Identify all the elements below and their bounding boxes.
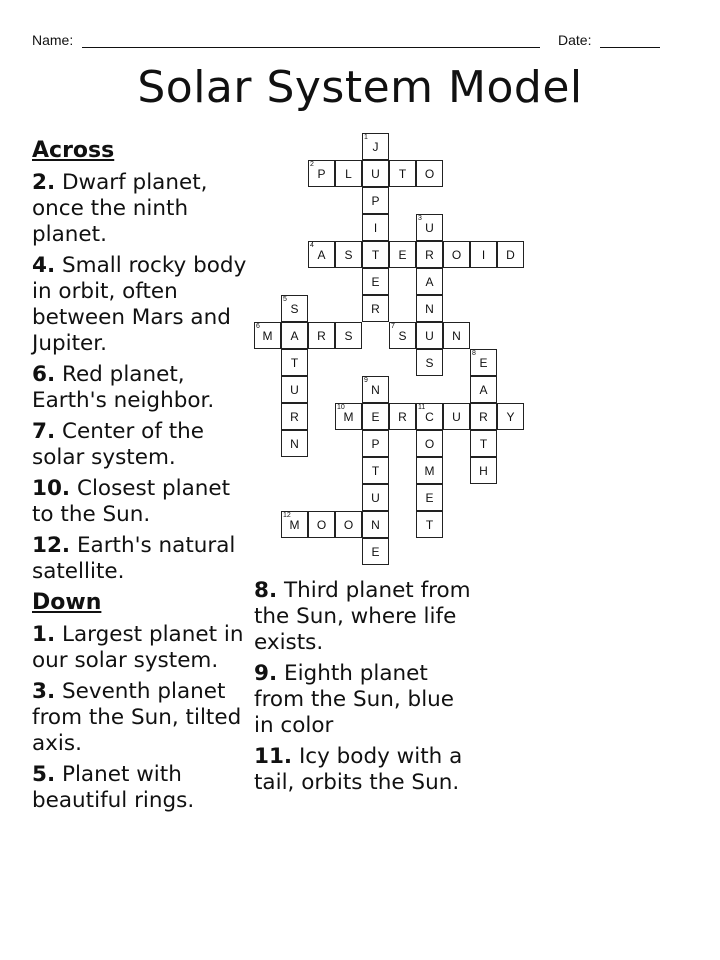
crossword-cell[interactable] — [497, 241, 524, 268]
clue-number: 4. — [32, 253, 56, 278]
clue-number: 8. — [254, 578, 278, 603]
cell-letter: O — [424, 436, 435, 451]
crossword-cell[interactable] — [281, 322, 308, 349]
crossword-cell[interactable] — [362, 268, 389, 295]
cell-letter: U — [425, 328, 434, 343]
crossword-cell[interactable] — [416, 214, 443, 241]
crossword-cell[interactable] — [416, 511, 443, 538]
crossword-cell[interactable] — [308, 241, 335, 268]
clue-text: Earth's natural satellite. — [32, 533, 236, 584]
cell-letter: R — [290, 409, 299, 424]
crossword-cell[interactable] — [254, 322, 281, 349]
crossword-cell[interactable] — [362, 241, 389, 268]
cell-letter: E — [398, 247, 407, 262]
cell-letter: E — [479, 355, 488, 370]
clue-number: 11. — [254, 744, 293, 769]
cell-letter: I — [373, 220, 378, 235]
clue-number: 3. — [32, 679, 56, 704]
crossword-cell[interactable] — [362, 187, 389, 214]
cell-number: 6 — [256, 323, 260, 330]
across-clue — [32, 170, 250, 248]
cell-letter: E — [371, 274, 380, 289]
cell-letter: Y — [506, 409, 515, 424]
clue-number: 1. — [32, 622, 56, 647]
crossword-cell[interactable] — [308, 160, 335, 187]
cell-number: 1 — [364, 134, 368, 141]
across-clue — [32, 419, 250, 471]
crossword-cell[interactable] — [281, 295, 308, 322]
cell-number: 4 — [310, 242, 314, 249]
cell-letter: M — [424, 463, 435, 478]
crossword-cell[interactable] — [443, 322, 470, 349]
crossword-cell[interactable] — [443, 403, 470, 430]
crossword-cell[interactable] — [416, 295, 443, 322]
crossword-cell[interactable] — [335, 403, 362, 430]
down-clue — [254, 578, 474, 656]
cell-letter: N — [371, 517, 380, 532]
clue-text: Center of the solar system. — [32, 419, 205, 470]
cell-number: 3 — [418, 215, 422, 222]
crossword-cell[interactable] — [416, 349, 443, 376]
crossword-cell[interactable] — [281, 349, 308, 376]
cell-letter: T — [371, 247, 380, 262]
crossword-cell[interactable] — [362, 484, 389, 511]
crossword-cell[interactable] — [308, 322, 335, 349]
clue-text: Eighth planet from the Sun, blue in color — [254, 661, 455, 738]
cell-letter: S — [290, 301, 299, 316]
clue-text: Largest planet in our solar system. — [32, 622, 244, 673]
cell-letter: S — [344, 328, 353, 343]
cell-letter: N — [290, 436, 299, 451]
across-heading: Across — [32, 138, 115, 163]
crossword-cell[interactable] — [416, 241, 443, 268]
crossword-cell[interactable] — [281, 403, 308, 430]
date-label: Date: — [558, 32, 592, 48]
crossword-cell[interactable] — [362, 376, 389, 403]
cell-letter: U — [371, 490, 380, 505]
cell-number: 2 — [310, 161, 314, 168]
cell-letter: U — [371, 166, 380, 181]
date-field[interactable] — [600, 47, 660, 48]
crossword-cell[interactable] — [416, 457, 443, 484]
crossword-cell[interactable] — [443, 241, 470, 268]
cell-number: 5 — [283, 296, 287, 303]
crossword-cell[interactable] — [362, 214, 389, 241]
cell-letter: P — [317, 166, 326, 181]
cell-letter: T — [425, 517, 434, 532]
cell-letter: R — [398, 409, 407, 424]
cell-number: 8 — [472, 350, 476, 357]
cell-letter: H — [479, 463, 488, 478]
name-field[interactable] — [82, 47, 540, 48]
crossword-cell[interactable] — [362, 403, 389, 430]
crossword-cell[interactable] — [362, 457, 389, 484]
crossword-cell[interactable] — [281, 376, 308, 403]
clue-text: Red planet, Earth's neighbor. — [32, 362, 215, 413]
cell-letter: J — [372, 139, 379, 154]
crossword-cell[interactable] — [416, 322, 443, 349]
cell-letter: O — [316, 517, 327, 532]
cell-letter: T — [479, 436, 488, 451]
cell-letter: T — [371, 463, 380, 478]
clue-text: Closest planet to the Sun. — [32, 476, 231, 527]
page-title: Solar System Model — [137, 62, 583, 113]
cell-letter: U — [425, 220, 434, 235]
crossword-cell[interactable] — [389, 241, 416, 268]
crossword-cell[interactable] — [416, 403, 443, 430]
down-clue — [32, 622, 250, 674]
crossword-cell[interactable] — [281, 511, 308, 538]
crossword-cell[interactable] — [335, 160, 362, 187]
clue-text: Planet with beautiful rings. — [32, 762, 195, 813]
crossword-cell[interactable] — [335, 511, 362, 538]
crossword-cell[interactable] — [470, 457, 497, 484]
crossword-cell[interactable] — [389, 160, 416, 187]
down-clue — [32, 762, 250, 814]
crossword-cell[interactable] — [470, 403, 497, 430]
cell-letter: S — [344, 247, 353, 262]
crossword-cell[interactable] — [470, 376, 497, 403]
crossword-cell[interactable] — [362, 295, 389, 322]
clues-left-column — [32, 134, 250, 819]
cell-letter: T — [398, 166, 407, 181]
crossword-cell[interactable] — [389, 403, 416, 430]
crossword-cell[interactable] — [362, 133, 389, 160]
crossword-cell[interactable] — [362, 430, 389, 457]
crossword-cell[interactable] — [416, 268, 443, 295]
cell-number: 12 — [283, 512, 291, 519]
cell-letter: M — [262, 328, 273, 343]
cell-letter: E — [371, 544, 380, 559]
cell-letter: U — [452, 409, 461, 424]
clue-number: 5. — [32, 762, 56, 787]
header — [32, 32, 662, 54]
cell-letter: E — [425, 490, 434, 505]
cell-number: 7 — [391, 323, 395, 330]
clue-number: 2. — [32, 170, 56, 195]
crossword-cell[interactable] — [389, 322, 416, 349]
cell-letter: M — [343, 409, 354, 424]
clue-text: Dwarf planet, once the ninth planet. — [32, 170, 208, 247]
across-clue — [32, 476, 250, 528]
clue-number: 7. — [32, 419, 56, 444]
name-label: Name: — [32, 32, 74, 48]
cell-letter: I — [481, 247, 486, 262]
cell-letter: R — [479, 409, 488, 424]
crossword-cell[interactable] — [416, 430, 443, 457]
crossword-cell[interactable] — [335, 322, 362, 349]
cell-letter: N — [452, 328, 461, 343]
clue-text: Icy body with a tail, orbits the Sun. — [254, 744, 463, 795]
cell-letter: O — [451, 247, 462, 262]
crossword-cell[interactable] — [281, 430, 308, 457]
crossword-cell[interactable] — [470, 430, 497, 457]
cell-letter: C — [425, 409, 434, 424]
cell-letter: N — [425, 301, 434, 316]
clue-number: 9. — [254, 661, 278, 686]
down-heading: Down — [32, 590, 102, 615]
cell-letter: O — [343, 517, 354, 532]
down-clue — [254, 661, 474, 739]
cell-letter: R — [425, 247, 434, 262]
cell-letter: R — [371, 301, 380, 316]
cell-letter: D — [506, 247, 515, 262]
clue-text: Third planet from the Sun, where life exists. — [254, 578, 471, 655]
down-clue — [32, 679, 250, 757]
cell-letter: M — [289, 517, 300, 532]
crossword-cell[interactable] — [416, 160, 443, 187]
clue-number: 12. — [32, 533, 71, 558]
clue-number: 10. — [32, 476, 71, 501]
crossword-cell[interactable] — [362, 160, 389, 187]
cell-letter: L — [345, 166, 352, 181]
clues-right-column — [254, 578, 474, 801]
cell-number: 9 — [364, 377, 368, 384]
clue-number: 6. — [32, 362, 56, 387]
cell-letter: S — [425, 355, 434, 370]
cell-letter: S — [398, 328, 407, 343]
crossword-cell[interactable] — [362, 511, 389, 538]
clue-text: Small rocky body in orbit, often between Mars and Jupiter. — [32, 253, 247, 356]
cell-letter: A — [290, 328, 299, 343]
crossword-cell[interactable] — [362, 538, 389, 565]
cell-letter: A — [425, 274, 434, 289]
across-clue — [32, 362, 250, 414]
cell-number: 10 — [337, 404, 345, 411]
cell-letter: P — [371, 193, 380, 208]
across-clue — [32, 533, 250, 585]
cell-letter: N — [371, 382, 380, 397]
cell-letter: E — [371, 409, 380, 424]
cell-letter: A — [479, 382, 488, 397]
cell-letter: P — [371, 436, 380, 451]
cell-letter: U — [290, 382, 299, 397]
clue-text: Seventh planet from the Sun, tilted axis. — [32, 679, 242, 756]
crossword-cell[interactable] — [416, 484, 443, 511]
cell-letter: R — [317, 328, 326, 343]
crossword-cell[interactable] — [497, 403, 524, 430]
crossword-cell[interactable] — [335, 241, 362, 268]
crossword-cell[interactable] — [308, 511, 335, 538]
cell-number: 11 — [418, 404, 426, 411]
crossword-cell[interactable] — [470, 241, 497, 268]
down-clue — [254, 744, 474, 796]
across-clue — [32, 253, 250, 357]
crossword-cell[interactable] — [470, 349, 497, 376]
cell-letter: T — [290, 355, 299, 370]
cell-letter: A — [317, 247, 326, 262]
cell-letter: O — [424, 166, 435, 181]
